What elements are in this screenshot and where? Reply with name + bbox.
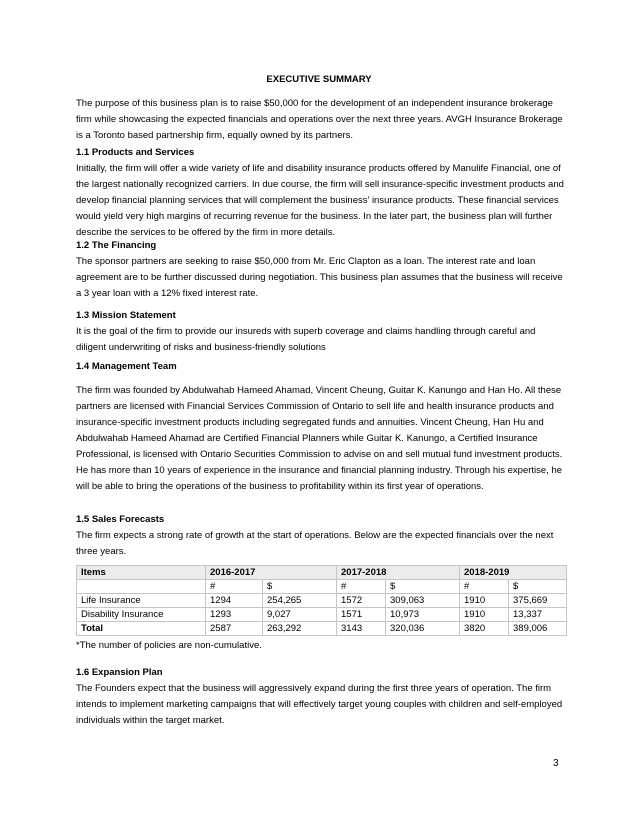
table-cell: 9,027 <box>263 608 337 622</box>
table-cell: 254,265 <box>263 594 337 608</box>
section-sales <box>76 512 568 560</box>
table-cell: 375,669 <box>509 594 567 608</box>
section-mission <box>76 308 568 356</box>
table-row <box>77 594 567 608</box>
section-expansion <box>76 665 568 729</box>
section-heading: 1.3 Mission Statement <box>76 310 176 321</box>
table-cell: $ <box>509 580 567 594</box>
table-cell: 389,006 <box>509 622 567 636</box>
table-cell: 320,036 <box>386 622 460 636</box>
table-cell: 1571 <box>337 608 386 622</box>
section-heading: 1.5 Sales Forecasts <box>76 514 165 525</box>
table-cell: 3143 <box>337 622 386 636</box>
table-cell <box>77 580 206 594</box>
sales-forecast-table <box>76 565 567 636</box>
table-cell: 13,337 <box>509 608 567 622</box>
table-row <box>77 608 567 622</box>
table-cell: 1910 <box>460 608 509 622</box>
table-cell: 2587 <box>206 622 263 636</box>
section-heading: 1.1 Products and Services <box>76 147 195 158</box>
section-body: The firm was founded by Abdulwahab Hameed Ahamad, Vincent Cheung, Guitar K. Kanungo and Han Ho. All these partners are licensed with Financial Services Commission of Ontario to sell life and health insurance products and insurance-specific investment products including segregated funds and annuities. Vincent Cheung, Han Hu and Abdulwahab Hameed Ahamad are Certified Financial Planners while Guitar K. Kanungo, a Certified Insurance Professional, is licensed with Ontario Securities Commission to advise on and sell mutual fund investment products. He has more than 10 years of experience in the insurance and financial planning industry. Through his expertise, he will be able to bring the operations of the business to profitability within its first year of operations. <box>76 385 563 492</box>
intro-paragraph <box>76 96 568 144</box>
table-header-cell: Items <box>77 566 206 580</box>
section-financing <box>76 238 568 302</box>
table-subheader-row <box>77 580 567 594</box>
table-total-row <box>77 622 567 636</box>
table-cell: # <box>460 580 509 594</box>
table-header-cell: 2018-2019 <box>460 566 567 580</box>
table-cell: # <box>337 580 386 594</box>
table-header-row <box>77 566 567 580</box>
section-heading: 1.2 The Financing <box>76 240 157 251</box>
table-footnote: *The number of policies are non-cumulative. <box>76 640 262 651</box>
table-cell: 309,063 <box>386 594 460 608</box>
table-cell: 3820 <box>460 622 509 636</box>
section-management <box>76 359 568 495</box>
table-cell: 1294 <box>206 594 263 608</box>
table-cell: $ <box>386 580 460 594</box>
page-number: 3 <box>553 758 559 769</box>
table-cell: 263,292 <box>263 622 337 636</box>
section-body: The firm expects a strong rate of growth at the start of operations. Below are the expected financials over the next three years. <box>76 530 554 557</box>
table-cell: 1572 <box>337 594 386 608</box>
table-cell: Life Insurance <box>77 594 206 608</box>
section-products <box>76 145 568 241</box>
section-body: Initially, the firm will offer a wide variety of life and disability insurance products offered by Manulife Financial, one of the largest nationally recognized carriers. In due course, the firm will sell insurance-specific investment products and develop financial planning services that will complement the business' insurance products. These financial services would yield very high margins of recurring revenue for the business. In the later part, the business plan will further describe the services to be offered by the firm in more details. <box>76 163 564 238</box>
section-heading: 1.4 Management Team <box>76 361 177 372</box>
page-title: EXECUTIVE SUMMARY <box>266 74 372 85</box>
table-cell: Disability Insurance <box>77 608 206 622</box>
table-header-cell: 2017-2018 <box>337 566 460 580</box>
table-cell: 10,973 <box>386 608 460 622</box>
section-body: It is the goal of the firm to provide our insureds with superb coverage and claims handling through careful and diligent underwriting of risks and business-friendly solutions <box>76 326 536 353</box>
table-header-cell: 2016-2017 <box>206 566 337 580</box>
table-cell: Total <box>77 622 206 636</box>
section-heading: 1.6 Expansion Plan <box>76 667 163 678</box>
intro-text: The purpose of this business plan is to raise $50,000 for the development of an independent insurance brokerage firm while showcasing the expected financials and operations over the next three years. AVGH Insurance Brokerage is a Toronto based partnership firm, equally owned by its partners. <box>76 98 563 141</box>
table-cell: # <box>206 580 263 594</box>
section-body: The sponsor partners are seeking to raise $50,000 from Mr. Eric Clapton as a loan. The interest rate and loan agreement are to be further discussed during negotiation. This business plan assumes that the business will receive a 3 year loan with a 12% fixed interest rate. <box>76 256 563 299</box>
section-body: The Founders expect that the business will aggressively expand during the first three years of operation. The firm intends to implement marketing campaigns that will effectively target young couples with children and self-employed individuals within the target market. <box>76 683 563 726</box>
table-cell: $ <box>263 580 337 594</box>
table-cell: 1910 <box>460 594 509 608</box>
table-cell: 1293 <box>206 608 263 622</box>
